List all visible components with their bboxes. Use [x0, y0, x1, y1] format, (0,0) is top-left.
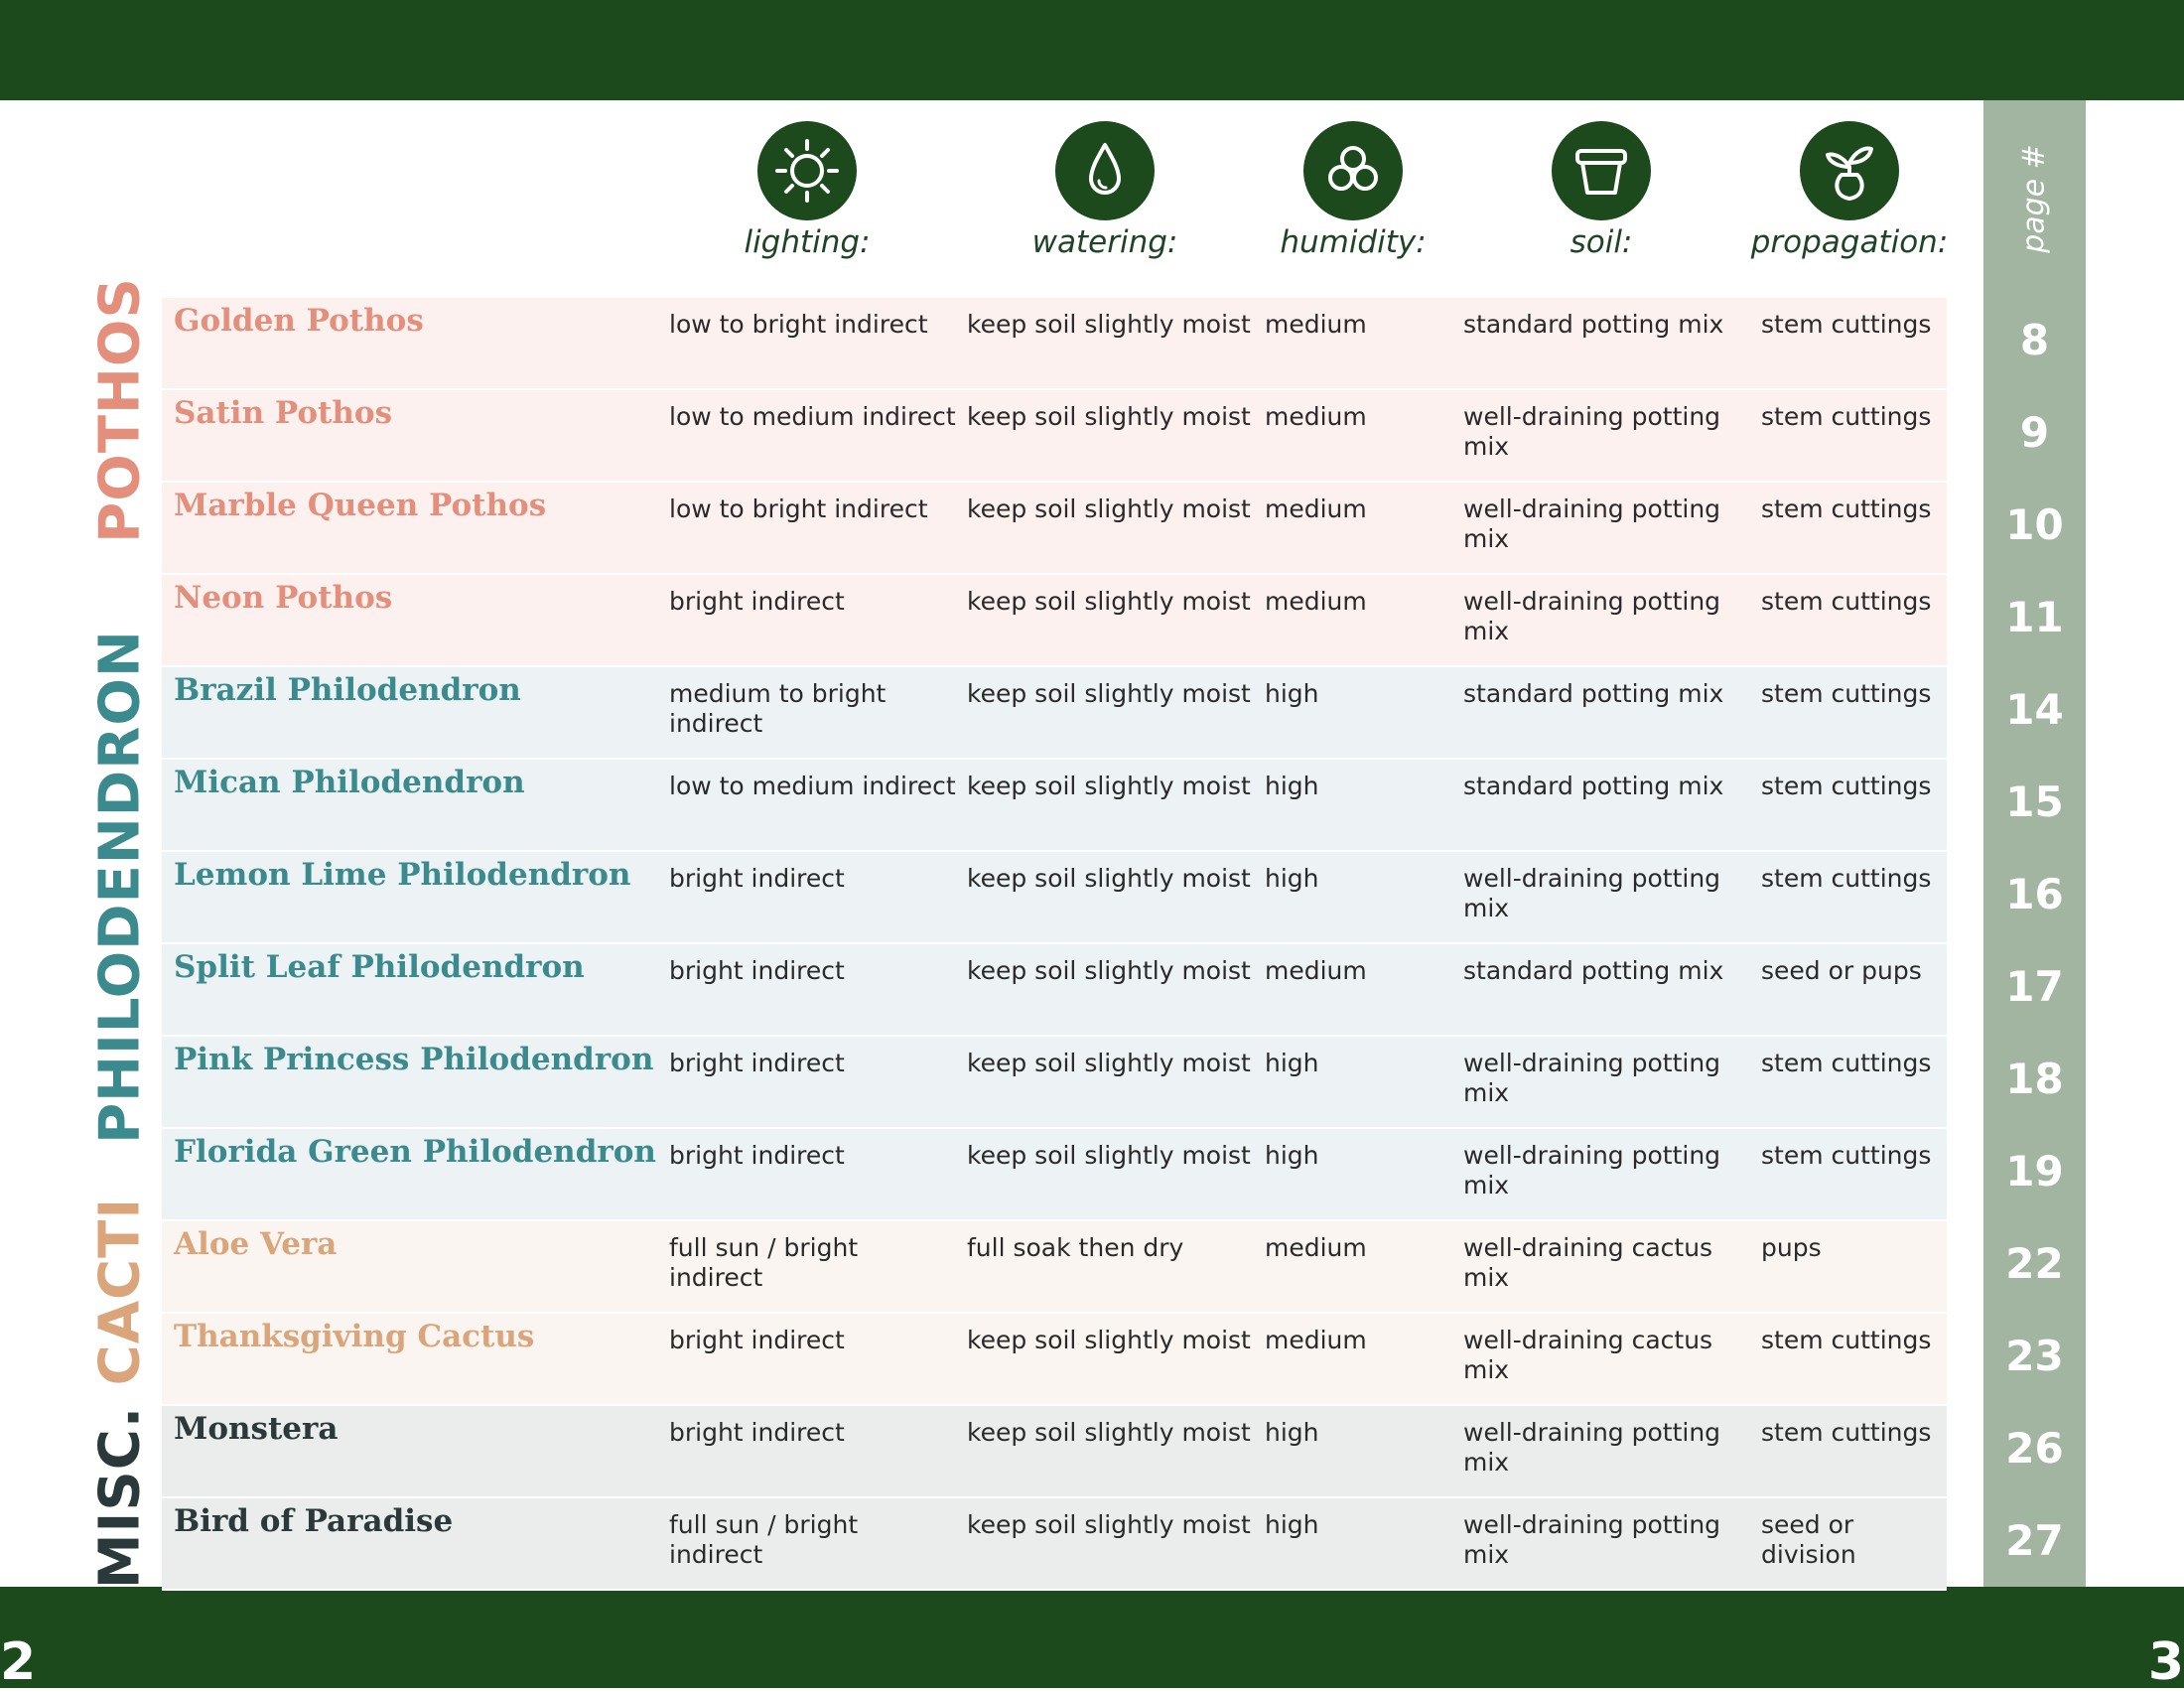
page-number-cell: 22 — [2005, 1239, 2064, 1288]
lighting-cell: low to medium indirect — [669, 402, 956, 431]
table-row — [162, 760, 1947, 852]
category-cacti: CACTI — [87, 1197, 153, 1386]
humidity-cell: medium — [1265, 310, 1367, 339]
plant-name: Split Leaf Philodendron — [174, 949, 585, 985]
table-row — [162, 1406, 1947, 1498]
watering-cell: keep soil slightly moist — [967, 864, 1251, 893]
watering-cell: keep soil slightly moist — [967, 587, 1251, 616]
table-row — [162, 1498, 1947, 1591]
plant-name: Thanksgiving Cactus — [174, 1319, 535, 1354]
lighting-cell: medium to bright indirect — [669, 679, 887, 738]
watering-cell: keep soil slightly moist — [967, 679, 1251, 708]
watering-cell: full soak then dry — [967, 1233, 1184, 1262]
watering-cell: keep soil slightly moist — [967, 1049, 1251, 1077]
watering-cell: keep soil slightly moist — [967, 310, 1251, 339]
lighting-cell: bright indirect — [669, 1141, 845, 1170]
propagation-cell: stem cuttings — [1761, 679, 1932, 708]
soil-cell: well-draining potting mix — [1463, 1510, 1721, 1569]
humidity-cell: high — [1265, 772, 1319, 800]
table-row — [162, 852, 1947, 944]
watering-cell: keep soil slightly moist — [967, 494, 1251, 523]
watering-cell: keep soil slightly moist — [967, 1141, 1251, 1170]
plant-name: Satin Pothos — [174, 395, 393, 431]
plant-name: Brazil Philodendron — [174, 672, 521, 708]
propagation-cell: pups — [1761, 1233, 1822, 1262]
lighting-cell: low to bright indirect — [669, 310, 928, 339]
page-number-cell: 16 — [2005, 870, 2064, 918]
propagation-cell: stem cuttings — [1761, 864, 1932, 893]
humidity-bubbles-icon — [1303, 121, 1403, 220]
table-row — [162, 1129, 1947, 1221]
lighting-cell: bright indirect — [669, 1049, 845, 1077]
sprout-icon — [1800, 121, 1899, 220]
soil-cell: standard potting mix — [1463, 772, 1724, 800]
propagation-cell: stem cuttings — [1761, 402, 1932, 431]
soil-cell: standard potting mix — [1463, 956, 1724, 985]
soil-cell: well-draining potting mix — [1463, 1141, 1721, 1199]
soil-cell: well-draining cactus mix — [1463, 1326, 1713, 1384]
propagation-cell: stem cuttings — [1761, 587, 1932, 616]
soil-cell: standard potting mix — [1463, 310, 1724, 339]
soil-cell: well-draining potting mix — [1463, 402, 1721, 461]
plant-name: Mican Philodendron — [174, 765, 525, 800]
page-number-cell: 17 — [2005, 962, 2064, 1011]
watering-cell: keep soil slightly moist — [967, 956, 1251, 985]
category-misc-cacti — [88, 1198, 153, 1589]
watering-cell: keep soil slightly moist — [967, 1418, 1251, 1447]
soil-cell: well-draining potting mix — [1463, 587, 1721, 645]
humidity-cell: high — [1265, 1418, 1319, 1447]
page-number-cell: 26 — [2005, 1424, 2064, 1473]
category-philodendron: PHILODENDRON — [87, 630, 153, 1144]
humidity-cell: high — [1265, 1510, 1319, 1539]
propagation-cell: stem cuttings — [1761, 1049, 1932, 1077]
plant-name: Florida Green Philodendron — [174, 1134, 656, 1170]
lighting-label: lighting: — [744, 224, 871, 260]
watering-cell: keep soil slightly moist — [967, 772, 1251, 800]
propagation-cell: stem cuttings — [1761, 1141, 1932, 1170]
table-row — [162, 1037, 1947, 1129]
table-row — [162, 575, 1947, 667]
watering-label: watering: — [1031, 224, 1178, 260]
plant-name: Neon Pothos — [174, 580, 393, 616]
plant-name: Golden Pothos — [174, 303, 424, 339]
table-row — [162, 483, 1947, 575]
humidity-cell: medium — [1265, 402, 1367, 431]
page-number-cell: 15 — [2005, 777, 2064, 826]
top-band — [0, 0, 2184, 100]
soil-cell: well-draining cactus mix — [1463, 1233, 1713, 1292]
page-number-cell: 19 — [2005, 1147, 2064, 1196]
table-row — [162, 390, 1947, 483]
page-number-cell: 23 — [2005, 1332, 2064, 1380]
propagation-cell: seed or pups — [1761, 956, 1922, 985]
propagation-cell: stem cuttings — [1761, 1418, 1932, 1447]
humidity-cell: high — [1265, 864, 1319, 893]
pot-icon — [1552, 121, 1651, 220]
plant-name: Bird of Paradise — [174, 1503, 454, 1539]
plant-name: Aloe Vera — [174, 1226, 338, 1262]
bottom-band — [0, 1587, 2184, 1692]
plant-name: Pink Princess Philodendron — [174, 1042, 654, 1077]
propagation-cell: stem cuttings — [1761, 772, 1932, 800]
watering-cell: keep soil slightly moist — [967, 1326, 1251, 1354]
lighting-cell: bright indirect — [669, 864, 845, 893]
humidity-cell: high — [1265, 679, 1319, 708]
humidity-label: humidity: — [1280, 224, 1427, 260]
plant-name: Marble Queen Pothos — [174, 488, 547, 523]
propagation-label: propagation: — [1750, 224, 1949, 260]
table-row — [162, 1221, 1947, 1314]
lighting-column-header — [658, 121, 956, 270]
soil-cell: well-draining potting mix — [1463, 494, 1721, 553]
category-misc: MISC. — [87, 1405, 153, 1590]
propagation-column-header — [1701, 121, 1998, 270]
soil-cell: standard potting mix — [1463, 679, 1724, 708]
page-number-cell: 27 — [2005, 1516, 2064, 1565]
plant-name: Monstera — [174, 1411, 339, 1447]
water-drop-icon — [1055, 121, 1155, 220]
watering-cell: keep soil slightly moist — [967, 1510, 1251, 1539]
humidity-cell: medium — [1265, 494, 1367, 523]
lighting-cell: full sun / bright indirect — [669, 1510, 859, 1569]
propagation-cell: stem cuttings — [1761, 310, 1932, 339]
humidity-cell: medium — [1265, 587, 1367, 616]
page-number-cell: 9 — [2019, 408, 2050, 457]
humidity-cell: medium — [1265, 1233, 1367, 1262]
watering-cell: keep soil slightly moist — [967, 402, 1251, 431]
table-row — [162, 944, 1947, 1037]
page-number-cell: 18 — [2005, 1055, 2064, 1103]
soil-label: soil: — [1570, 224, 1633, 260]
plant-name: Lemon Lime Philodendron — [174, 857, 631, 893]
soil-cell: well-draining potting mix — [1463, 1049, 1721, 1107]
page-column-header: page # — [2016, 144, 2052, 253]
page-number-cell: 10 — [2005, 500, 2064, 549]
lighting-cell: bright indirect — [669, 1326, 845, 1354]
sun-icon — [757, 121, 857, 220]
humidity-cell: medium — [1265, 956, 1367, 985]
humidity-cell: medium — [1265, 1326, 1367, 1354]
lighting-cell: bright indirect — [669, 1418, 845, 1447]
propagation-cell: seed or division — [1761, 1510, 1856, 1569]
lighting-cell: bright indirect — [669, 587, 845, 616]
soil-cell: well-draining potting mix — [1463, 864, 1721, 922]
page-number-cell: 14 — [2005, 685, 2064, 734]
category-pothos: POTHOS — [87, 277, 153, 543]
lighting-cell: low to medium indirect — [669, 772, 956, 800]
lighting-cell: low to bright indirect — [669, 494, 928, 523]
propagation-cell: stem cuttings — [1761, 494, 1932, 523]
page-number-cell: 11 — [2005, 593, 2064, 641]
propagation-cell: stem cuttings — [1761, 1326, 1932, 1354]
lighting-cell: bright indirect — [669, 956, 845, 985]
soil-cell: well-draining potting mix — [1463, 1418, 1721, 1477]
humidity-cell: high — [1265, 1049, 1319, 1077]
table-row — [162, 298, 1947, 390]
lighting-cell: full sun / bright indirect — [669, 1233, 859, 1292]
page-number-cell: 8 — [2019, 316, 2050, 364]
humidity-cell: high — [1265, 1141, 1319, 1170]
right-page-number: 3 — [2147, 1632, 2184, 1692]
table-row — [162, 1314, 1947, 1406]
table-row — [162, 667, 1947, 760]
left-page-number: 2 — [0, 1632, 37, 1692]
